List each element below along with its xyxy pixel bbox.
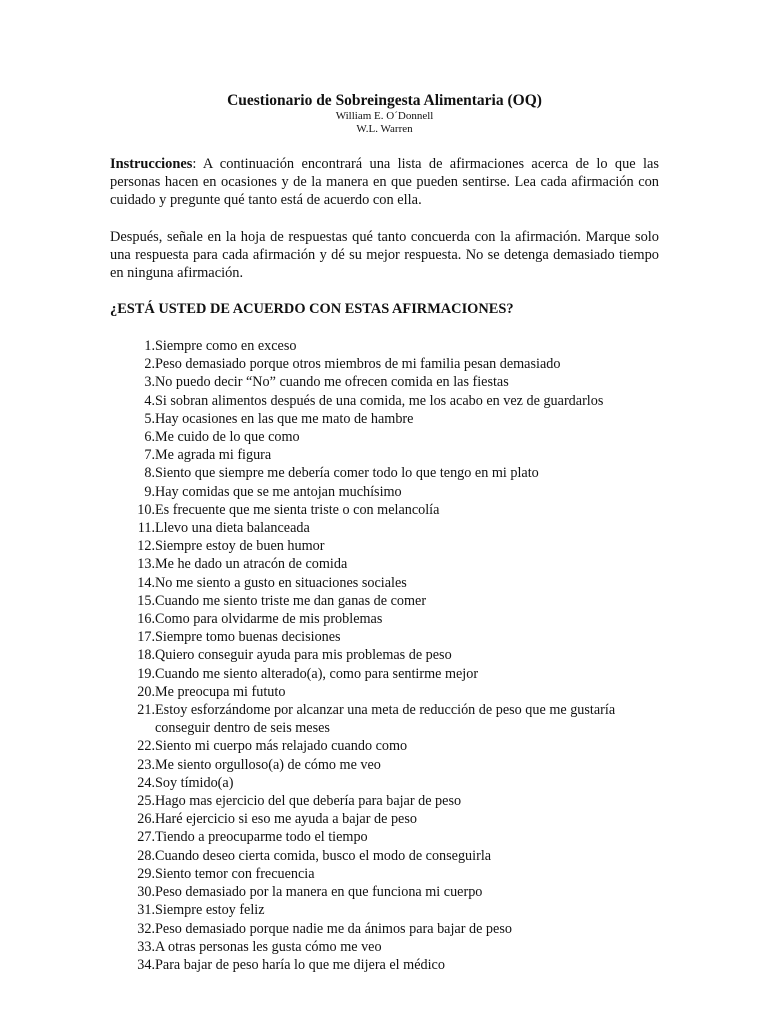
item-text: Es frecuente que me sienta triste o con melancolía <box>155 501 440 518</box>
list-item <box>110 610 659 628</box>
item-number: 19. <box>137 665 155 682</box>
item-text: Hay comidas que se me antojan muchísimo <box>155 483 402 500</box>
item-number: 25. <box>137 793 155 810</box>
list-item <box>110 519 659 537</box>
item-text: Quiero conseguir ayuda para mis problemas de peso <box>155 647 452 664</box>
item-text: Me siento orgulloso(a) de cómo me veo <box>155 756 381 773</box>
instructions-paragraph-2: Después, señale en la hoja de respuestas qué tanto concuerda con la afirmación. Marque solo una respuesta para cada afirmación y dé su mejor respuesta. No se detenga demasiado tiempo en ninguna afirmación. <box>110 229 659 282</box>
item-number: 31. <box>137 902 155 919</box>
item-number: 5. <box>144 410 155 427</box>
list-item <box>110 446 659 464</box>
list-item <box>110 428 659 446</box>
item-number: 28. <box>137 847 155 864</box>
list-item <box>110 337 659 355</box>
list-item <box>110 483 659 501</box>
item-number: 16. <box>137 611 155 628</box>
item-text: Peso demasiado porque nadie me da ánimos para bajar de peso <box>155 920 512 937</box>
list-item <box>110 901 659 919</box>
item-number: 20. <box>137 683 155 700</box>
item-number: 24. <box>137 774 155 791</box>
list-item <box>110 774 659 792</box>
item-text: Cuando me siento triste me dan ganas de comer <box>155 592 427 609</box>
item-number: 27. <box>137 829 155 846</box>
item-number: 17. <box>137 629 155 646</box>
item-text: Hago mas ejercicio del que debería para bajar de peso <box>155 793 462 810</box>
item-number: 8. <box>144 465 155 482</box>
list-item <box>110 737 659 755</box>
item-text: Siento temor con frecuencia <box>155 865 315 882</box>
list-item <box>110 828 659 846</box>
item-text: Me preocupa mi fututo <box>155 683 286 700</box>
item-text: Cuando me siento alterado(a), como para sentirme mejor <box>155 665 479 682</box>
item-number: 2. <box>144 356 155 373</box>
list-item <box>110 574 659 592</box>
list-item <box>110 701 659 737</box>
item-number: 1. <box>144 338 155 354</box>
list-item <box>110 410 659 428</box>
item-number: 4. <box>144 392 155 409</box>
list-item <box>110 537 659 555</box>
list-item <box>110 592 659 610</box>
item-text: Hay ocasiones en las que me mato de hambre <box>155 410 414 427</box>
list-item <box>110 392 659 410</box>
list-item <box>110 464 659 482</box>
item-number: 7. <box>144 447 155 464</box>
list-item <box>110 501 659 519</box>
document-title: Cuestionario de Sobreingesta Alimentaria (OQ) <box>227 92 542 109</box>
list-item <box>110 373 659 391</box>
list-item <box>110 646 659 664</box>
list-item <box>110 810 659 828</box>
item-number: 3. <box>144 374 155 391</box>
list-item <box>110 956 659 974</box>
question-heading: ¿ESTÁ USTED DE ACUERDO CON ESTAS AFIRMACIONES? <box>110 301 514 317</box>
list-item <box>110 555 659 573</box>
instructions-lead: Instrucciones <box>110 156 193 172</box>
item-number: 15. <box>137 592 155 609</box>
item-number: 23. <box>137 756 155 773</box>
item-number: 29. <box>137 865 155 882</box>
item-text: Siento que siempre me debería comer todo lo que tengo en mi plato <box>155 465 539 482</box>
item-number: 22. <box>137 738 155 755</box>
item-text: Tiendo a preocuparme todo el tiempo <box>155 829 368 846</box>
item-text: Peso demasiado por la manera en que funciona mi cuerpo <box>155 884 483 901</box>
item-text: Me agrada mi figura <box>155 447 272 464</box>
item-number: 9. <box>144 483 155 500</box>
item-number: 26. <box>137 811 155 828</box>
list-item <box>110 938 659 956</box>
item-number: 30. <box>137 884 155 901</box>
item-text: Siempre estoy de buen humor <box>155 538 325 555</box>
item-number: 14. <box>137 574 155 591</box>
item-number: 21. <box>137 702 155 719</box>
item-number: 12. <box>137 538 155 555</box>
item-number: 10. <box>137 501 155 518</box>
item-text: Soy tímido(a) <box>155 774 234 791</box>
author-name-1: William E. O´Donnell <box>335 110 434 122</box>
item-text: Para bajar de peso haría lo que me dijera el médico <box>155 956 445 973</box>
list-item <box>110 756 659 774</box>
item-number: 11. <box>137 520 155 537</box>
item-number: 34. <box>137 956 155 973</box>
list-item <box>110 683 659 701</box>
list-item <box>110 847 659 865</box>
item-text: Siento mi cuerpo más relajado cuando como <box>155 738 408 755</box>
item-text: Me cuido de lo que como <box>155 429 300 446</box>
item-number: 13. <box>137 556 155 573</box>
item-text: Si sobran alimentos después de una comida, me los acabo en vez de guardarlos <box>155 392 604 409</box>
list-item <box>110 920 659 938</box>
item-text: A otras personas les gusta cómo me veo <box>155 938 382 955</box>
instructions-paragraph-1 <box>110 155 659 210</box>
item-text: Llevo una dieta balanceada <box>155 520 310 537</box>
list-item <box>110 883 659 901</box>
item-number: 18. <box>137 647 155 664</box>
list-item <box>110 865 659 883</box>
item-number: 33. <box>137 938 155 955</box>
instructions-paragraph-1-text: : A continuación encontrará una lista de afirmaciones acerca de lo que las personas hacen en ocasiones y de la manera en que pueden sentirse. Lea cada afirmación con cuidado y pregunte qué tanto está de acuerdo con ella. <box>110 156 659 209</box>
item-text: No puedo decir “No” cuando me ofrecen comida en las fiestas <box>155 374 509 391</box>
item-text: Peso demasiado porque otros miembros de mi familia pesan demasiado <box>155 356 561 373</box>
item-text: Estoy esforzándome por alcanzar una meta de reducción de peso que me gustaría conseguir dentro de seis meses <box>155 702 616 737</box>
item-text: Haré ejercicio si eso me ayuda a bajar de peso <box>155 811 417 828</box>
list-item <box>110 628 659 646</box>
list-item <box>110 665 659 683</box>
item-text: Siempre tomo buenas decisiones <box>155 629 341 646</box>
item-text: Siempre estoy feliz <box>155 902 265 919</box>
item-text: Cuando deseo cierta comida, busco el modo de conseguirla <box>155 847 492 864</box>
item-text: Siempre como en exceso <box>155 338 297 354</box>
list-item <box>110 792 659 810</box>
list-item <box>110 355 659 373</box>
item-text: No me siento a gusto en situaciones sociales <box>155 574 407 591</box>
author-name-2: W.L. Warren <box>356 123 413 135</box>
item-text: Como para olvidarme de mis problemas <box>155 611 383 628</box>
item-number: 6. <box>144 429 155 446</box>
item-number: 32. <box>137 920 155 937</box>
item-text: Me he dado un atracón de comida <box>155 556 348 573</box>
statement-list <box>110 337 659 974</box>
